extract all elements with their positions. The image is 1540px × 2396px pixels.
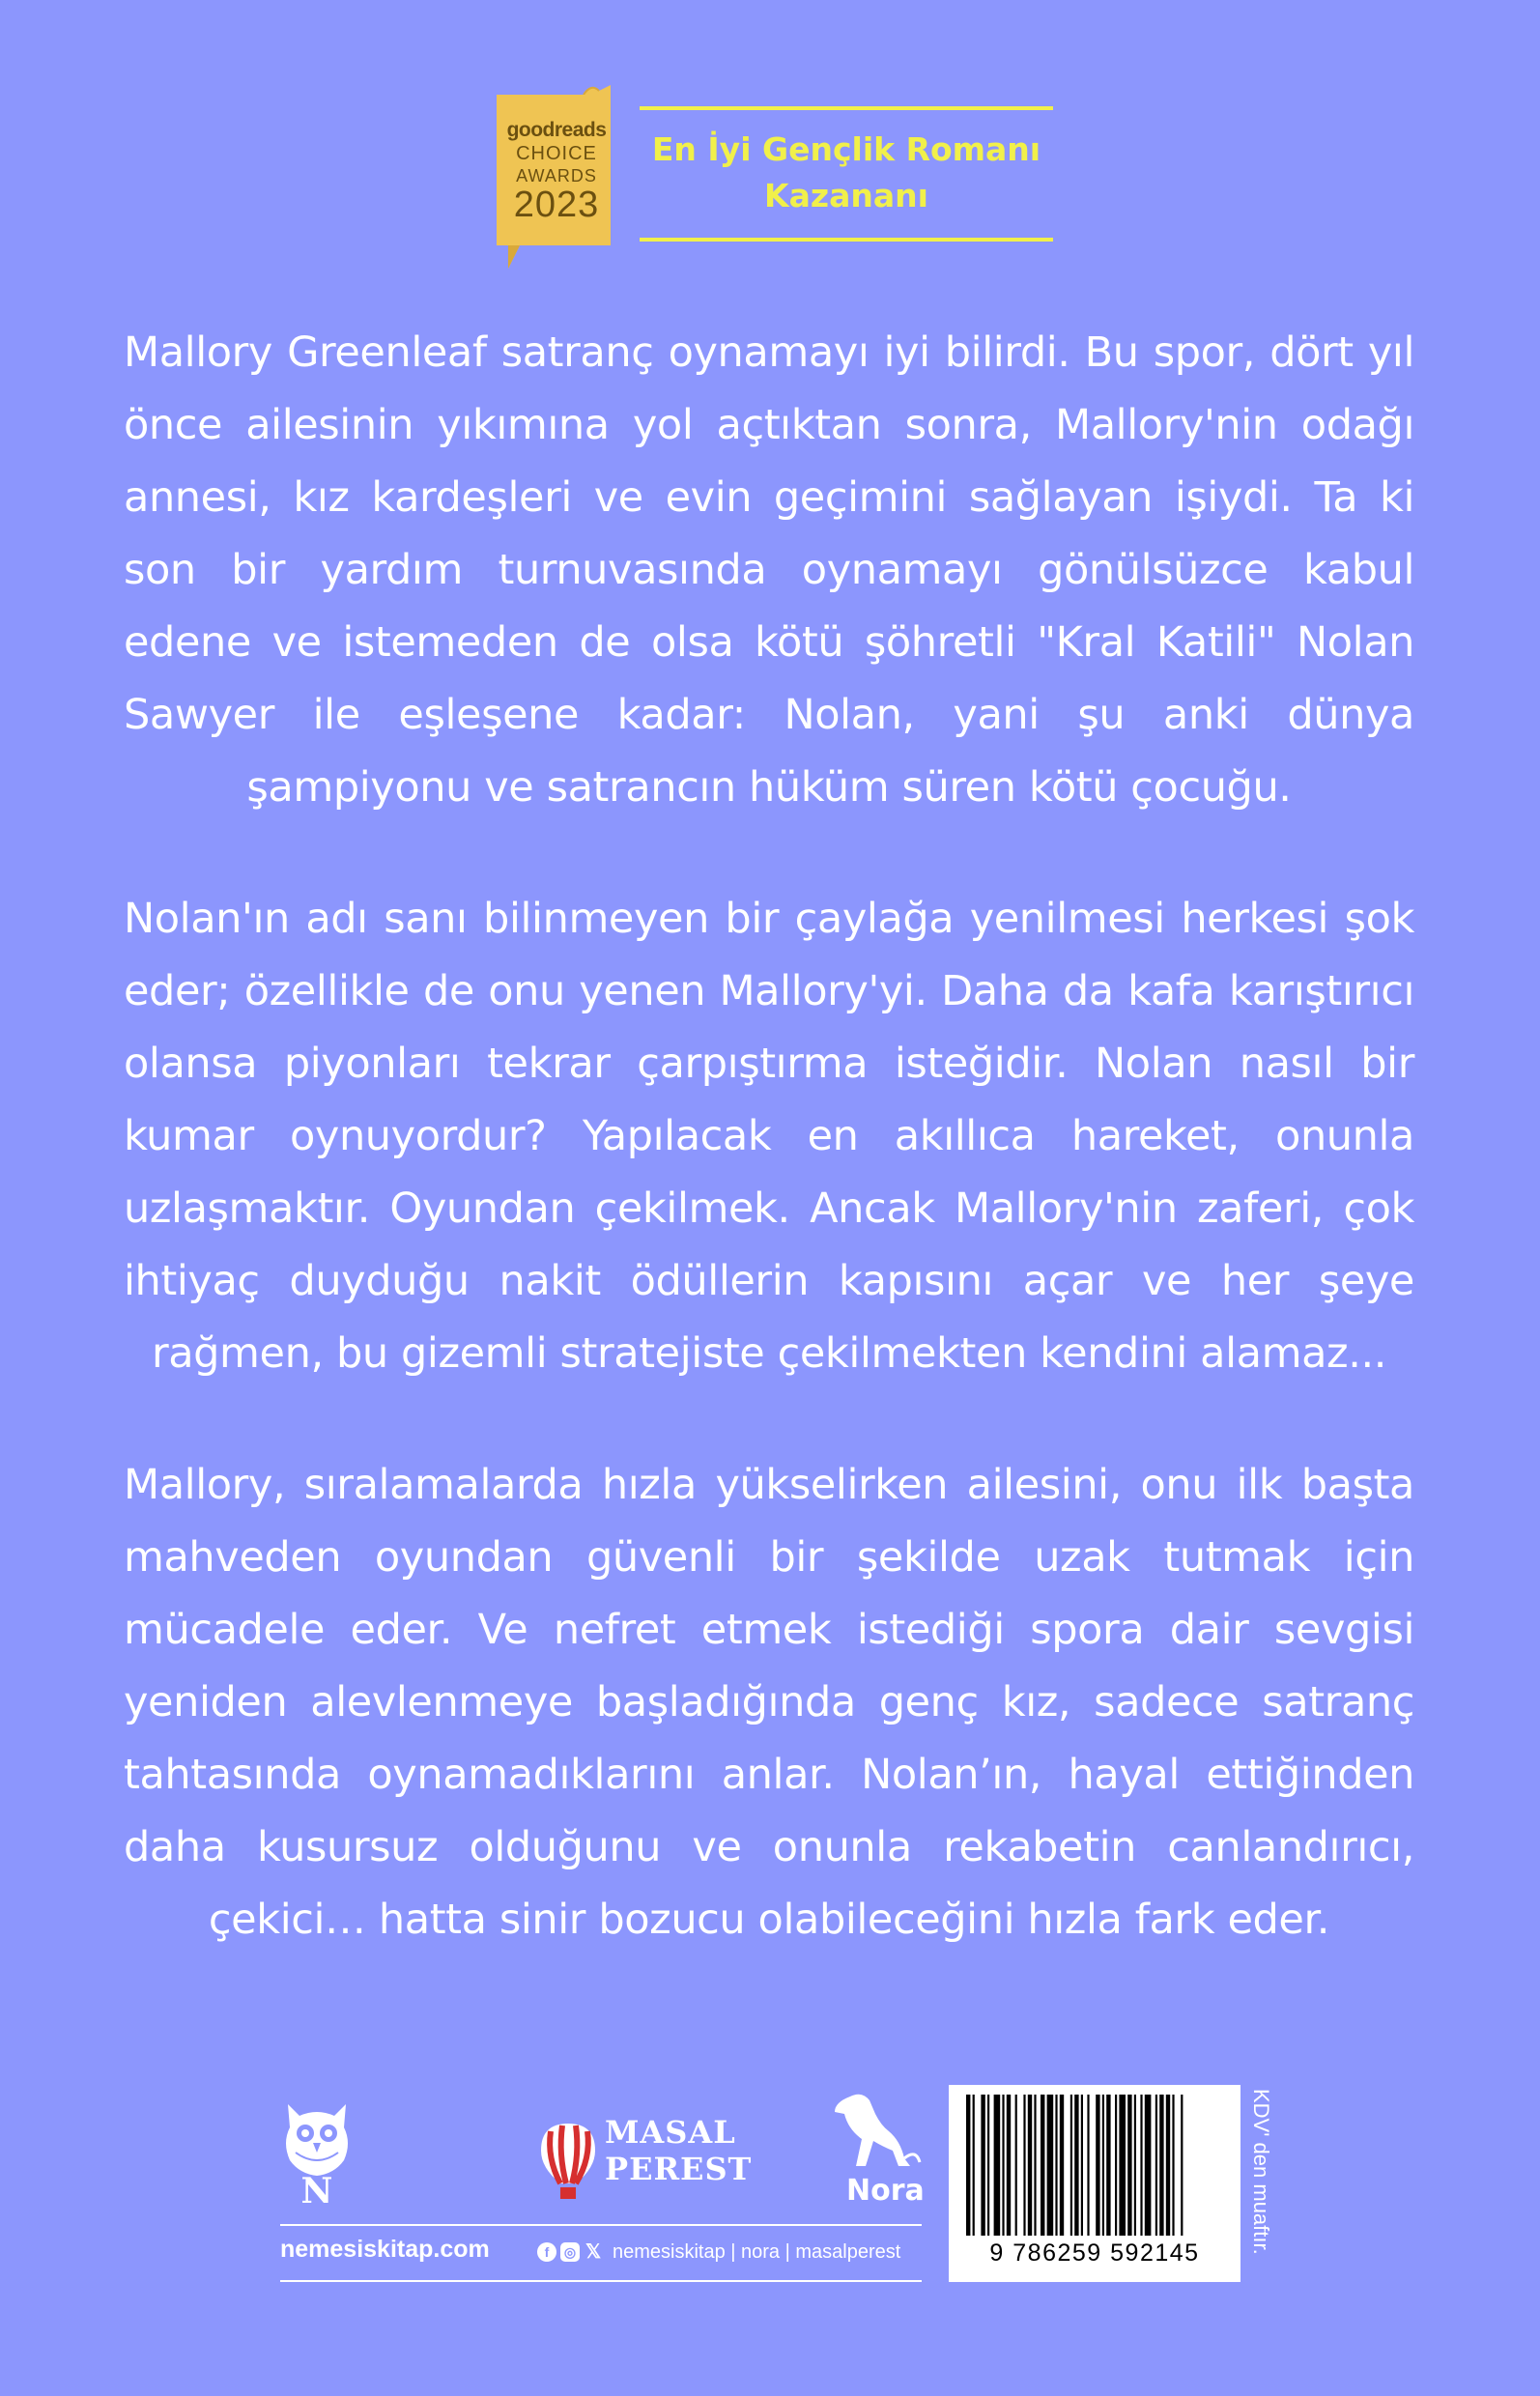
isbn-barcode [949,2085,1241,2282]
barcode-bar [1096,2095,1099,2236]
barcode-bar [973,2095,975,2236]
barcode-bar [1007,2095,1011,2236]
masal-perest-logo [537,2112,753,2205]
website-link[interactable]: nemesiskitap.com [280,2236,490,2263]
owl-logo-icon [276,2095,357,2205]
barcode-bar [1028,2095,1032,2236]
facebook-icon[interactable]: f [537,2242,556,2262]
barcode-bar [981,2095,984,2236]
blurb-paragraph-2: Nolan'ın adı sanı bilinmeyen bir çaylağa yenilmesi herkesi şok eder; özellikle de onu yenen Mallory'yi. Daha da kafa karıştırıcı olansa piyonları tekrar çarpıştırma isteğidir. Nolan nasıl bir kumar oynuyordur? Yapılacak en akıllıca hareket, onunla uzlaşmaktır. Oyundan çekilmek. Ancak Mallory'nin zaferi, çok ihtiyaç duyduğu nakit ödüllerin kapısını açar ve her şeye rağmen, bu gizemli stratejiste çekilmekten kendini alamaz... [124,895,1414,1378]
barcode-bar [1140,2095,1142,2236]
masal-line2: PEREST [605,2151,753,2187]
barcode-bar [1060,2095,1064,2236]
masal-line1: MASAL [605,2114,736,2151]
masal-perest-wordmark [605,2114,752,2187]
barcode-bar [1074,2095,1078,2236]
barcode-bars [962,2095,1227,2239]
barcode-bar [1145,2095,1152,2236]
goodreads-choice-badge [491,81,616,271]
hot-air-balloon-icon [537,2120,599,2205]
barcode-bar [987,2095,989,2236]
barcode-bar [1055,2095,1057,2236]
isbn-digits: 9 786259 592145 [989,2239,1200,2267]
footer-divider-top [280,2224,922,2226]
nora-wordmark: Nora [846,2174,925,2208]
badge-choice: CHOICE [516,143,597,164]
blurb-paragraph-3: Mallory, sıralamalarda hızla yükselirken ailesini, onu ilk başta mahveden oyundan güvenli bir şekilde uzak tutmak için mücadele eder. Ve nefret etmek istediği spora dair sevgisi yeniden alevlenmeye başladığında genç kız, sadece satranç tahtasında oynamadıklarını anlar. Nolan’ın, hayal ettiğinden daha kusursuz olduğunu ve onunla rekabetin canlandırıcı, çekici… hatta sinir bozucu olabileceğini hızla fark eder. [124,1461,1414,1944]
barcode-bar [1159,2095,1163,2236]
barcode-bar [1115,2095,1117,2236]
barcode-bar [1106,2095,1110,2236]
barcode-bar [1070,2095,1072,2236]
footer-divider-bottom [280,2280,922,2282]
award-title-line1: En İyi Gençlik Romanı [651,130,1041,168]
badge-text [504,120,609,223]
barcode-bar [994,2095,1001,2236]
barcode-bar [966,2095,970,2236]
badge-awards: AWARDS [516,166,597,185]
barcode-bar [1015,2095,1017,2236]
owl-letter: N [300,2171,333,2205]
barcode-bar [1166,2095,1170,2236]
x-icon[interactable]: 𝕏 [585,2241,602,2263]
award-title-line2: Kazananı [764,177,928,214]
barcode-bar [1155,2095,1157,2236]
barcode-bar [1127,2095,1131,2236]
social-handles: nemesiskitap | nora | masalperest [613,2240,901,2263]
barcode-bar [1087,2095,1089,2236]
award-title [640,106,1053,242]
social-row [537,2238,900,2267]
barcode-bar [1002,2095,1004,2236]
barcode-bar [1119,2095,1126,2236]
barcode-bar [1034,2095,1036,2236]
nora-logo [827,2091,924,2207]
barcode-bar [1102,2095,1104,2236]
barcode-bar [1081,2095,1083,2236]
barcode-bar [1172,2095,1174,2236]
barcode-bar [1181,2095,1183,2236]
barcode-bar [1047,2095,1054,2236]
barcode-bar [1134,2095,1136,2236]
barcode-bar [1041,2095,1044,2236]
instagram-icon[interactable]: ◎ [560,2242,580,2262]
tax-note: KDV' den muaftır. [1249,2089,1273,2255]
badge-goodreads: goodreads [506,119,607,141]
badge-year: 2023 [513,185,600,225]
barcode-bar [1023,2095,1025,2236]
award-header [491,81,1053,271]
blurb-paragraph-1: Mallory Greenleaf satranç oynamayı iyi bilirdi. Bu spor, dört yıl önce ailesinin yıkımına yol açtıktan sonra, Mallory'nin odağı annesi, kız kardeşleri ve evin geçimini sağlayan işiydi. Ta ki son bir yardım turnuvasında oynamayı gönülsüzce kabul edene ve istemeden de olsa kötü şöhretli "Kral Katili" Nolan Sawyer ile eşleşene kadar: Nolan, yani şu anki dünya şampiyonu ve satrancın hüküm süren kötü çocuğu. [124,328,1414,812]
greyhound-icon [827,2091,924,2172]
